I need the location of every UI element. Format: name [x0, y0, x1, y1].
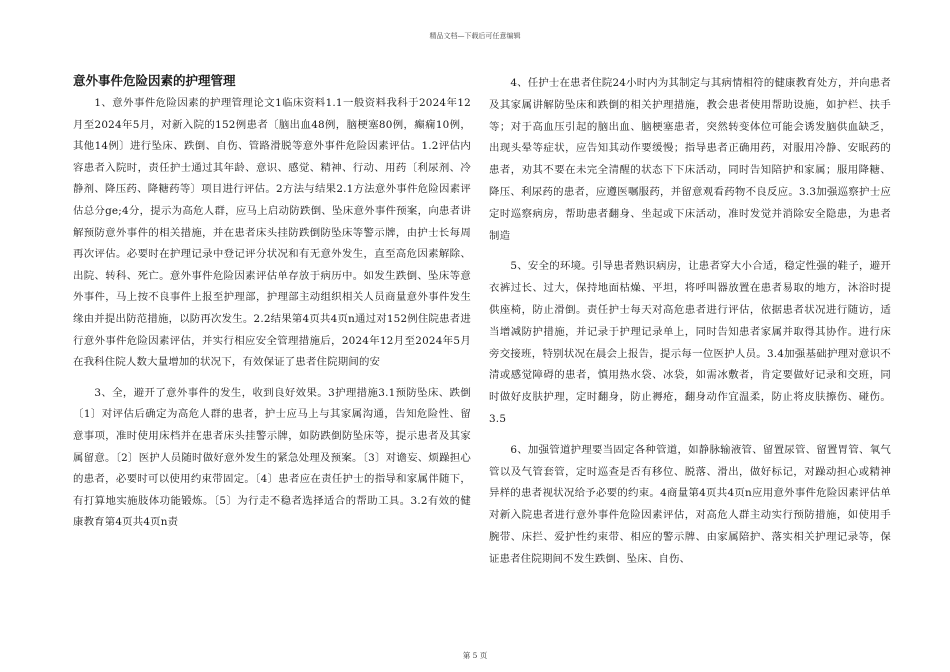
- left-column: [73, 73, 471, 543]
- page-header: 精品文档—下载后可任意编辑: [429, 32, 521, 40]
- page-number: 第 5 页: [462, 651, 488, 660]
- paragraph-1: 1、意外事件危险因素的护理管理论文1临床资料1.1一般资料我科于2024年12月至2024年5月，对新入院的152例患者〔脑出血48例，脑梗塞80例，癫痫10例，其他14例〕进行坠床、跌倒、自伤、管路滑脱等意外事件危险因素评估。1.2评估内容患者入院时，责任护士通过其年龄、意识、感觉、精神、行动、用药〔利尿剂、冷静剂、降压药、降糖药等〕项目进行评估。2方法与结果2.1方法意外事件危险因素评估总分ge;4分，提示为高危人群，应马上启动防跌倒、坠床意外事件预案，向患者讲解预防意外事件的相关措施，并在患者床头挂防跌倒防坠床等警示牌，由护士长每周再次评估。必要时在护理记录中登记评分状况和有无意外发生，直至高危因素解除、出院、转科、死亡。意外事件危险因素评估单存放于病历中。如发生跌倒、坠床等意外事件，马上按不良事件上报至护理部，护理部主动组织相关人员商量意外事件发生缘由并提出防范措施，以防再次发生。2.2结果第4页共4页n通过对152例住院患者进行意外事件危险因素评估，并实行相应安全管理措施后，2024年12月至2024年5月在我科住院人数大量增加的状况下，有效保证了患者住院期间的安: [73, 97, 471, 369]
- paragraph-6: 6、加强管道护理要当固定各种管道，如静脉输液管、留置尿管、留置胃管、氧气管以及气管套管，定时巡查是否有移位、脱落、滑出，做好标记，对躁动担心或精神异样的患者视状况给予必要的约束。4商量第4页共4页n应用意外事件危险因素评估单对新入院患者进行意外事件危险因素评估，对高危人群主动实行预防措施，如使用手腕带、床拦、爱护性约束带、相应的警示牌、由家属陪护、落实相关护理记录等，保证患者住院期间不发生跌倒、坠床、自伤、: [489, 443, 891, 565]
- paragraph-4: 4、任护士在患者住院24小时内为其制定与其病情相符的健康教育处方，并向患者及其家属讲解防坠床和跌倒的相关护理措施，教会患者使用帮助设施，如护栏、扶手等；对于高血压引起的脑出血、脑梗塞患者，突然转变体位可能会诱发脑供血缺乏，出现头晕等症状，应告知其动作要缓慢；指导患者正确用药，对服用冷静、安眠药的患者，劝其不要在未完全清醒的状态下下床活动，同时告知陪护和家属；服用降糖、降压、利尿药的患者，应遵医嘱服药，并留意观看药物不良反应。3.3加强巡察护士应定时巡察病房，帮助患者翻身、坐起或下床活动，准时发觉并消除安全隐患，为患者制造: [489, 77, 891, 242]
- right-column: [489, 73, 891, 580]
- document-title: 意外事件危险因素的护理管理: [73, 73, 236, 88]
- paragraph-3: 3、全，避开了意外事件的发生，收到良好效果。3护理措施3.1预防坠床、跌倒〔1〕对评估后确定为高危人群的患者，护士应马上与其家属沟通，告知危险性、留意事项，准时使用床档并在患者床头挂警示牌，如防跌倒防坠床等，提示患者及其家属留意。〔2〕医护人员随时做好意外发生的紧急处理及预案。〔3〕对谵妄、烦躁担心的患者，必要时可以使用约束带固定。〔4〕患者应在责任护士的指导和家属伴随下，有打算地实施肢体功能锻炼。〔5〕为行走不稳者选择适合的帮助工具。3.2有效的健康教育第4页共4页n责: [73, 386, 471, 529]
- paragraph-5: 5、安全的环境。引导患者熟识病房，让患者穿大小合适，稳定性强的鞋子，避开衣裤过长、过大，保持地面枯燥、平坦，将呼叫器放置在患者易取的地方，沐浴时提供座椅，防止滑倒。责任护士每天对高危患者进行评估，依据患者状况进行随访，适当增减防护措施，并记录于护理记录单上，同时告知患者家属并取得其协作。进行床旁交接班，特别状况在晨会上报告，提示每一位医护人员。3.4加强基础护理对意识不清或感觉障碍的患者，慎用热水袋、冰袋，如需冰敷者，肯定要做好记录和交班，同时做好皮肤护理，定时翻身，防止褥疮，翻身动作宜温柔，防止将皮肤擦伤、碰伤。3.5: [489, 260, 891, 425]
